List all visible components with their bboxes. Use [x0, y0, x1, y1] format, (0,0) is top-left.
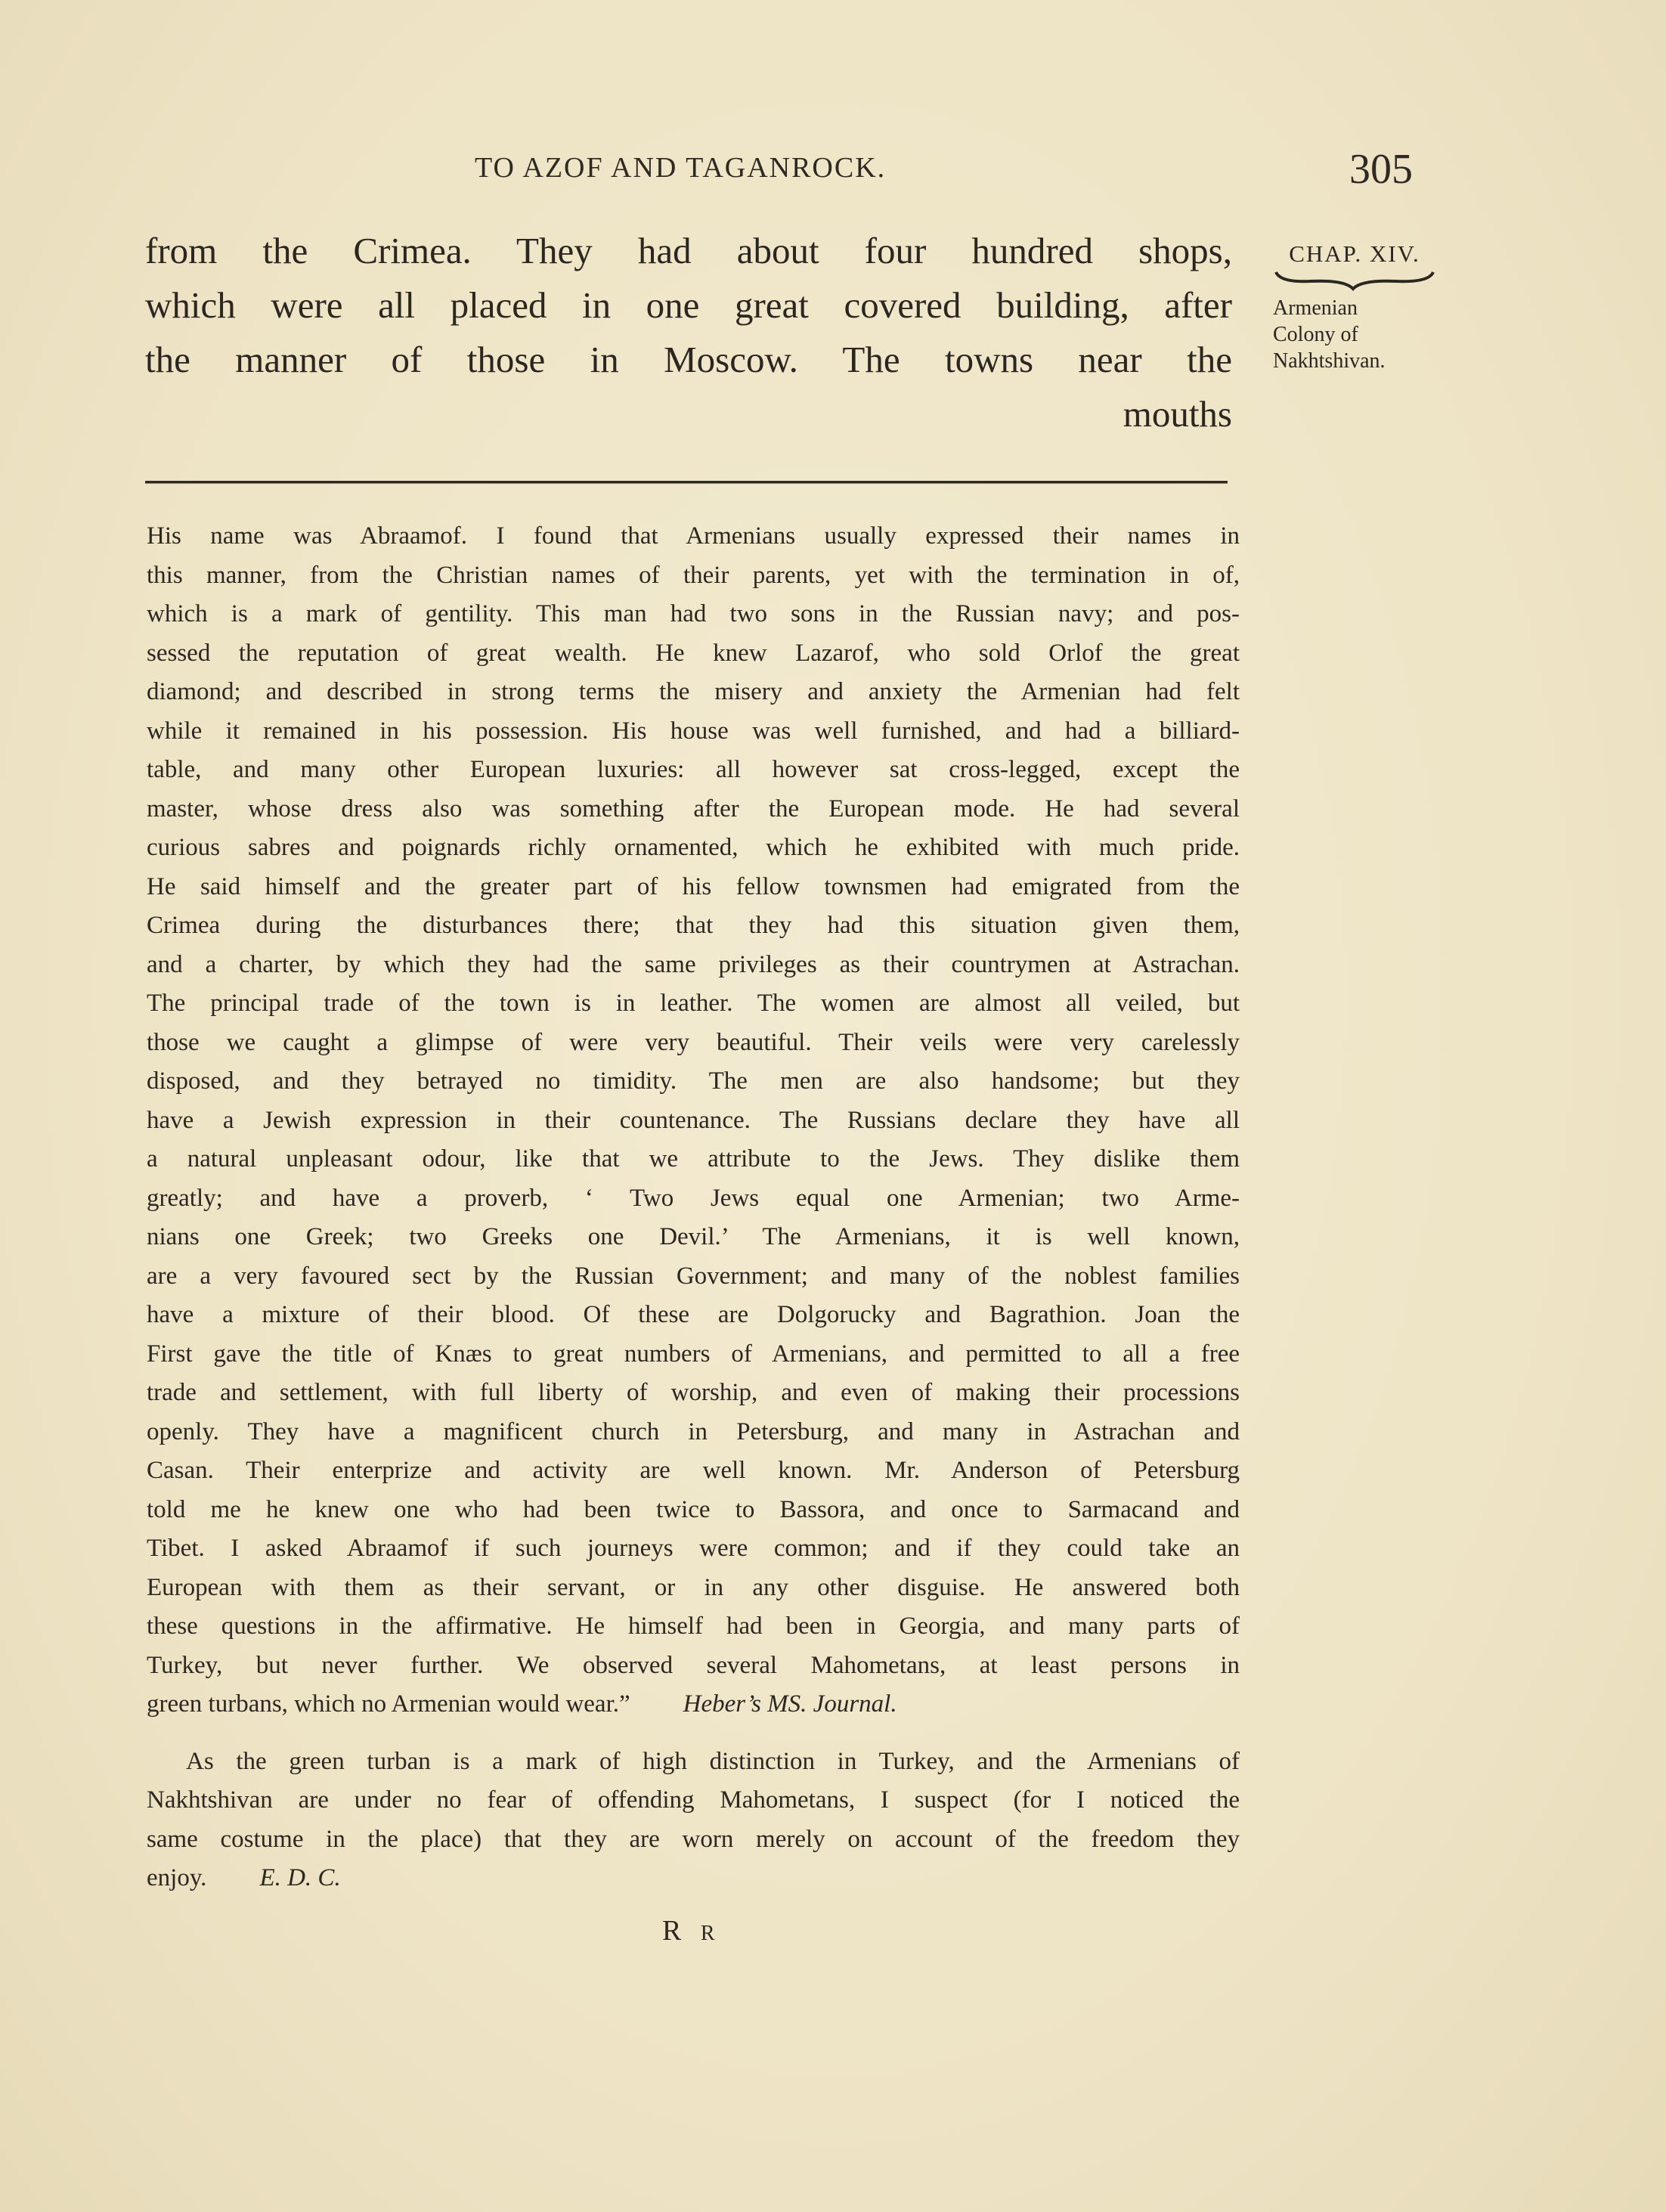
main-text-line: from the Crimea. They had about four hundred shops,	[145, 230, 1232, 271]
footnote-last-text: green turbans, which no Armenian would wear.”	[147, 1690, 630, 1718]
footnote-line: are a very favoured sect by the Russian Government; and many of the noblest families	[147, 1262, 1240, 1290]
signature-mark	[662, 1914, 721, 1947]
catchword: mouths	[1123, 393, 1232, 435]
main-text-line: which were all placed in one great covered building, after	[145, 284, 1232, 326]
footnote-line: His name was Abraamof. I found that Armenians usually expressed their names in	[147, 522, 1240, 550]
note-last-text: enjoy.	[147, 1864, 207, 1891]
footnote-line: Tibet. I asked Abraamof if such journeys were common; and if they could take an	[147, 1535, 1240, 1562]
footnote-line: these questions in the affirmative. He himself had been in Georgia, and many parts of	[147, 1613, 1240, 1640]
footnote-line: The principal trade of the town is in leather. The women are almost all veiled, but	[147, 990, 1240, 1017]
side-note	[1273, 240, 1436, 374]
footnote-line: Crimea during the disturbances there; that they had this situation given them,	[147, 912, 1240, 939]
footnote-line: First gave the title of Knæs to great numbers of Armenians, and permitted to all a free	[147, 1340, 1240, 1368]
note-last-line	[147, 1859, 1240, 1898]
footnote-last-line	[147, 1685, 1240, 1724]
footnote-line: have a Jewish expression in their countenance. The Russians declare they have all	[147, 1106, 1240, 1134]
brace-ornament	[1273, 269, 1436, 292]
footnote-line: this manner, from the Christian names of their parents, yet with the termination in of,	[147, 561, 1240, 589]
footnote-line: disposed, and they betrayed no timidity. The men are also handsome; but they	[147, 1067, 1240, 1095]
footnote-line: which is a mark of gentility. This man had two sons in the Russian navy; and pos-	[147, 600, 1240, 627]
footnote-line: those we caught a glimpse of were very beautiful. Their veils were very carelessly	[147, 1028, 1240, 1056]
editor-signature: E. D. C.	[259, 1864, 341, 1891]
main-text-line: the manner of those in Moscow. The towns near the	[145, 339, 1232, 380]
note-line: Nakhtshivan are under no fear of offending Mahometans, I suspect (for I noticed the	[147, 1786, 1240, 1814]
footnote-line: trade and settlement, with full liberty of worship, and even of making their processions	[147, 1379, 1240, 1406]
footnote-line: Turkey, but never further. We observed several Mahometans, at least persons in	[147, 1651, 1240, 1679]
footnote-line: while it remained in his possession. His house was well furnished, and had a billiard-	[147, 717, 1240, 745]
footnote-line: and a charter, by which they had the same privileges as their countrymen at Astrachan.	[147, 950, 1240, 978]
footnote-line: diamond; and described in strong terms the misery and anxiety the Armenian had felt	[147, 678, 1240, 705]
footnote-line: Casan. Their enterprize and activity are well known. Mr. Anderson of Petersburg	[147, 1457, 1240, 1484]
footnote	[147, 517, 1240, 1898]
footnote-source: Heber’s MS. Journal.	[683, 1690, 897, 1718]
note-line: same costume in the place) that they are worn merely on account of the freedom they	[147, 1825, 1240, 1853]
footnote-line: curious sabres and poignards richly ornamented, which he exhibited with much pride.	[147, 834, 1240, 861]
note-line: As the green turban is a mark of high distinction in Turkey, and the Armenians of	[186, 1747, 1240, 1775]
footnote-line: He said himself and the greater part of his fellow townsmen had emigrated from the	[147, 872, 1240, 900]
page-number: 305	[1349, 146, 1413, 193]
footnote-line: master, whose dress also was something after the European mode. He had several	[147, 795, 1240, 823]
footnote-line: have a mixture of their blood. Of these are Dolgorucky and Bagrathion. Joan the	[147, 1301, 1240, 1328]
footnote-line: nians one Greek; two Greeks one Devil.’ The Armenians, it is well known,	[147, 1223, 1240, 1250]
footnote-line: greatly; and have a proverb, ‘ Two Jews equal one Armenian; two Arme-	[147, 1184, 1240, 1212]
footnote-line: sessed the reputation of great wealth. He knew Lazarof, who sold Orlof the great	[147, 639, 1240, 667]
footnote-rule	[145, 481, 1228, 484]
side-note-line: Armenian	[1273, 296, 1358, 320]
signature-mark-big: R	[662, 1915, 688, 1947]
footnote-line: a natural unpleasant odour, like that we attribute to the Jews. They dislike them	[147, 1145, 1240, 1173]
paragraph-gap	[147, 1724, 1240, 1743]
footnote-line: openly. They have a magnificent church in Petersburg, and many in Astrachan and	[147, 1417, 1240, 1445]
footnote-line: European with them as their servant, or in any other disguise. He answered both	[147, 1573, 1240, 1601]
side-note-line: Nakhtshivan.	[1273, 349, 1386, 373]
footnote-line: told me he knew one who had been twice to Bassora, and once to Sarmacand and	[147, 1495, 1240, 1523]
main-text	[145, 224, 1232, 441]
chapter-label: CHAP. XIV.	[1289, 240, 1420, 267]
footnote-line: table, and many other European luxuries: all however sat cross-legged, except the	[147, 756, 1240, 783]
signature-mark-small: R	[700, 1922, 721, 1945]
side-note-line: Colony of	[1273, 323, 1358, 346]
running-head: TO AZOF AND TAGANROCK.	[475, 152, 887, 184]
